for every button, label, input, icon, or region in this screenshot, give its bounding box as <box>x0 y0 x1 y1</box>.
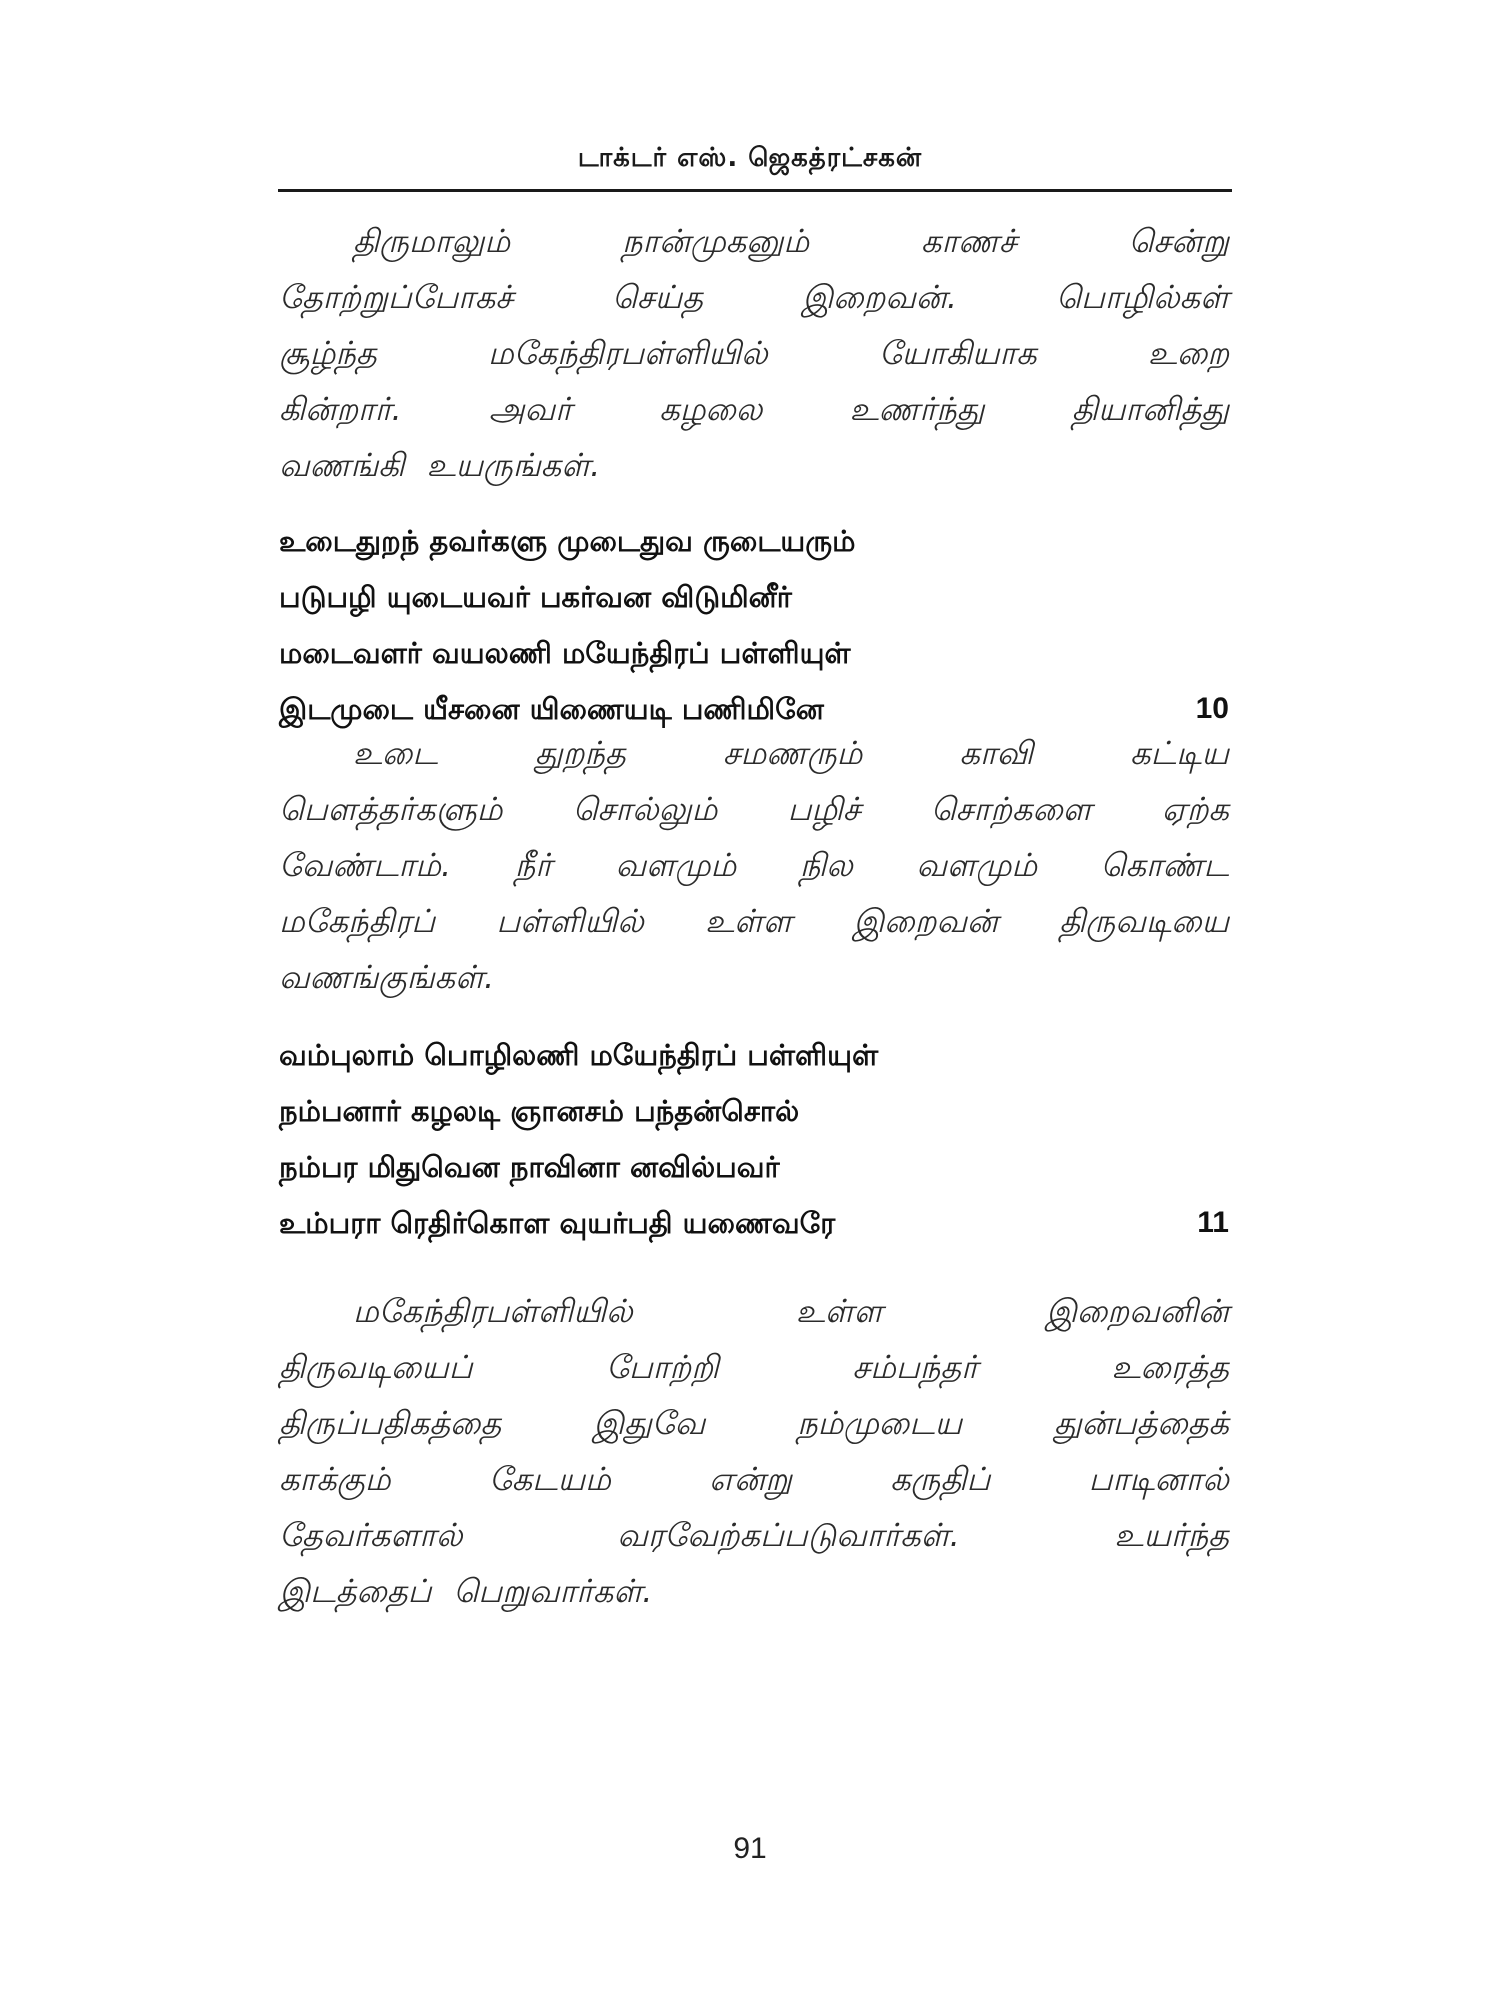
word: சென்று <box>1128 222 1229 260</box>
word: காணச் <box>921 222 1017 260</box>
word: கழலை <box>659 390 763 428</box>
word: சம்பந்தர் <box>852 1348 978 1386</box>
header-rule <box>278 189 1232 192</box>
word: மகேந்திரபள்ளியில் <box>353 1292 633 1330</box>
word: தோற்றுப்போகச் <box>279 278 514 316</box>
word: கொண்ட <box>1100 846 1229 884</box>
word: உறை <box>1147 334 1229 372</box>
verse-line: நம்பனார் கழலடி ஞானசம் பந்தன்சொல் <box>279 1094 800 1128</box>
word: சமணரும் <box>722 734 863 772</box>
verse-10 <box>279 513 1229 737</box>
word: திருவடியைப் <box>279 1348 473 1386</box>
word: ஏற்க <box>1161 790 1229 828</box>
word: வளமும் <box>916 846 1038 884</box>
word: துன்பத்தைக் <box>1053 1404 1229 1442</box>
prose-paragraph-2 <box>279 725 1229 1005</box>
word: உடை <box>353 734 438 772</box>
word: கின்றார். <box>279 390 402 428</box>
word: பெறுவார்கள். <box>453 1572 653 1610</box>
word: மகேந்திரப் <box>279 902 436 940</box>
prose-line <box>279 949 1229 1005</box>
word: வரவேற்கப்படுவார்கள். <box>617 1516 960 1554</box>
word: பாடினால் <box>1088 1460 1229 1498</box>
word: வணங்குங்கள். <box>279 958 495 996</box>
prose-line <box>279 213 1229 269</box>
word: தியானித்து <box>1071 390 1229 428</box>
verse-text: உம்பரா ரெதிர்கொள வுயர்பதி யணைவரே <box>279 1206 836 1240</box>
prose-line <box>279 1283 1229 1339</box>
word: திருப்பதிகத்தை <box>279 1404 502 1442</box>
word: உயருங்கள். <box>426 446 601 484</box>
prose-line <box>279 1395 1229 1451</box>
prose-line <box>279 837 1229 893</box>
word: தேவர்களால் <box>279 1516 463 1554</box>
word: உள்ள <box>705 902 792 940</box>
word: இறைவனின் <box>1045 1292 1229 1330</box>
word: வேண்டாம். <box>279 846 452 884</box>
word: சொற்களை <box>930 790 1092 828</box>
prose-line <box>279 1339 1229 1395</box>
prose-line <box>279 1507 1229 1563</box>
word: உள்ள <box>795 1292 883 1330</box>
word: நான்முகனும் <box>621 222 810 260</box>
word: உணர்ந்து <box>849 390 985 428</box>
word: திருவடியை <box>1059 902 1229 940</box>
word: கருதிப் <box>890 1460 991 1498</box>
prose-line <box>279 725 1229 781</box>
word: நீர் <box>514 846 552 884</box>
word: நம்முடைய <box>797 1404 963 1442</box>
word: அவர் <box>488 390 572 428</box>
word: பழிச் <box>787 790 861 828</box>
word: இதுவே <box>593 1404 706 1442</box>
word: இறைவன் <box>853 902 999 940</box>
word: யோகியாக <box>878 334 1037 372</box>
prose-line <box>279 781 1229 837</box>
verse-number: 11 <box>1197 1206 1229 1239</box>
prose-line <box>279 325 1229 381</box>
prose-line <box>279 1451 1229 1507</box>
word: துறந்த <box>534 734 626 772</box>
verse-line-last <box>279 1195 1229 1251</box>
page-number: 91 <box>733 1832 767 1865</box>
prose-line <box>279 437 1229 493</box>
prose-line <box>279 269 1229 325</box>
word: பொழில்கள் <box>1056 278 1229 316</box>
word: உயர்ந்த <box>1114 1516 1229 1554</box>
verse-line: படுபழி யுடையவர் பகர்வன விடுமினீர் <box>279 580 792 614</box>
word: சொல்லும் <box>572 790 718 828</box>
word: திருமாலும் <box>353 222 511 260</box>
word: காவி <box>959 734 1034 772</box>
word: சூழ்ந்த <box>279 334 377 372</box>
word: போற்றி <box>606 1348 719 1386</box>
running-head: டாக்டர் எஸ். ஜெகத்ரட்சகன் <box>577 143 923 173</box>
word: இறைவன். <box>802 278 958 316</box>
word: கேடயம் <box>488 1460 611 1498</box>
prose-paragraph-1 <box>279 213 1229 493</box>
word: கட்டிய <box>1130 734 1229 772</box>
verse-line: உடைதுறந் தவர்களு முடைதுவ ருடையரும் <box>279 524 856 558</box>
word: என்று <box>709 1460 792 1498</box>
word: பௌத்தர்களும் <box>279 790 503 828</box>
verse-11 <box>279 1027 1229 1251</box>
word: இடத்தைப் <box>279 1572 432 1610</box>
verse-line: வம்புலாம் பொழிலணி மயேந்திரப் பள்ளியுள் <box>279 1038 879 1072</box>
prose-paragraph-3 <box>279 1283 1229 1619</box>
word: உரைத்த <box>1111 1348 1229 1386</box>
verse-line: மடைவளர் வயலணி மயேந்திரப் பள்ளியுள் <box>279 636 851 670</box>
word: மகேந்திரபள்ளியில் <box>488 334 768 372</box>
verse-number: 10 <box>1195 692 1229 725</box>
word: செய்த <box>612 278 704 316</box>
word: நில <box>799 846 853 884</box>
verse-line: நம்பர மிதுவென நாவினா னவில்பவர் <box>279 1150 780 1184</box>
verse-text: இடமுடை யீசனை யிணையடி பணிமினே <box>279 692 824 726</box>
prose-line <box>279 381 1229 437</box>
word: பள்ளியில் <box>496 902 644 940</box>
word: வணங்கி <box>279 446 405 484</box>
word: வளமும் <box>615 846 737 884</box>
prose-line <box>279 1563 1229 1619</box>
word: காக்கும் <box>279 1460 391 1498</box>
prose-line <box>279 893 1229 949</box>
